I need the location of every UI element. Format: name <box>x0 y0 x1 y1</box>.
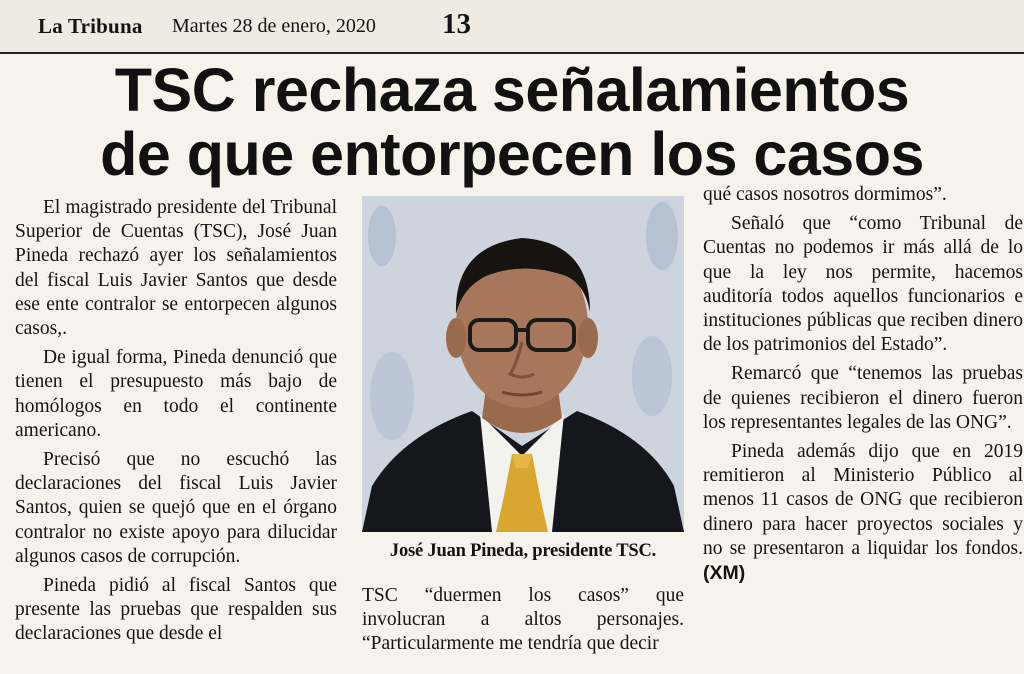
author-byline: (XM) <box>703 562 746 585</box>
headline-line-2: de que entorpecen los casos <box>100 120 924 188</box>
paragraph: Remarcó que “tenemos las pruebas de quienes recibieron el dinero fueron los representantes legales de las ONG”. <box>703 363 1023 433</box>
article-column-2 <box>362 584 684 657</box>
paragraph <box>703 440 1023 586</box>
paragraph: El magistrado presidente del Tribunal Superior de Cuentas (TSC), José Juan Pineda rechazó ayer los señalamientos del fiscal Luis Javier Santos que desde ese ente contralor se entorpecen algunos casos,. <box>15 197 337 340</box>
photo-caption: José Juan Pineda, presidente TSC. <box>389 541 657 561</box>
headline-line-1: TSC rechaza señalamientos <box>114 56 910 124</box>
paragraph: qué casos nosotros dormimos”. <box>703 184 947 205</box>
paragraph: Señaló que “como Tribunal de Cuentas no podemos ir más allá de lo que la ley nos permite, hacemos auditoría todos aquellos funcionarios e instituciones públicas que reciben dinero de los patrimonios del Estado”. <box>703 213 1023 356</box>
paragraph: De igual forma, Pineda denunció que tienen el presupuesto más bajo de homólogos en todo el continente americano. <box>15 347 337 441</box>
paragraph: Pineda pidió al fiscal Santos que presente las pruebas que respalden sus declaraciones que desde el <box>15 575 337 645</box>
page-number: 13 <box>442 8 471 40</box>
paragraph: Precisó que no escuchó las declaraciones del fiscal Luis Javier Santos, quien se quejó que en el órgano contralor no existe apoyo para dilucidar algunos casos de corrupción. <box>15 449 337 567</box>
paragraph-text: Pineda además dijo que en 2019 remitieron al Ministerio Público al menos 11 casos de ONG que recibieron dinero para hacer proyectos sociales y no se presentaron a liquidar los fondos. <box>703 441 1023 559</box>
portrait-photo <box>362 196 684 532</box>
page-header <box>0 0 1024 54</box>
article-headline <box>12 58 1012 186</box>
portrait-illustration <box>362 196 684 532</box>
article-column-3 <box>703 183 1023 591</box>
paragraph: TSC “duermen los casos” que involucran a altos personajes. “Particularmente me tendría que decir <box>362 585 684 655</box>
newspaper-name: La Tribuna <box>38 14 143 38</box>
issue-date: Martes 28 de enero, 2020 <box>172 15 376 37</box>
article-column-1 <box>15 196 337 652</box>
